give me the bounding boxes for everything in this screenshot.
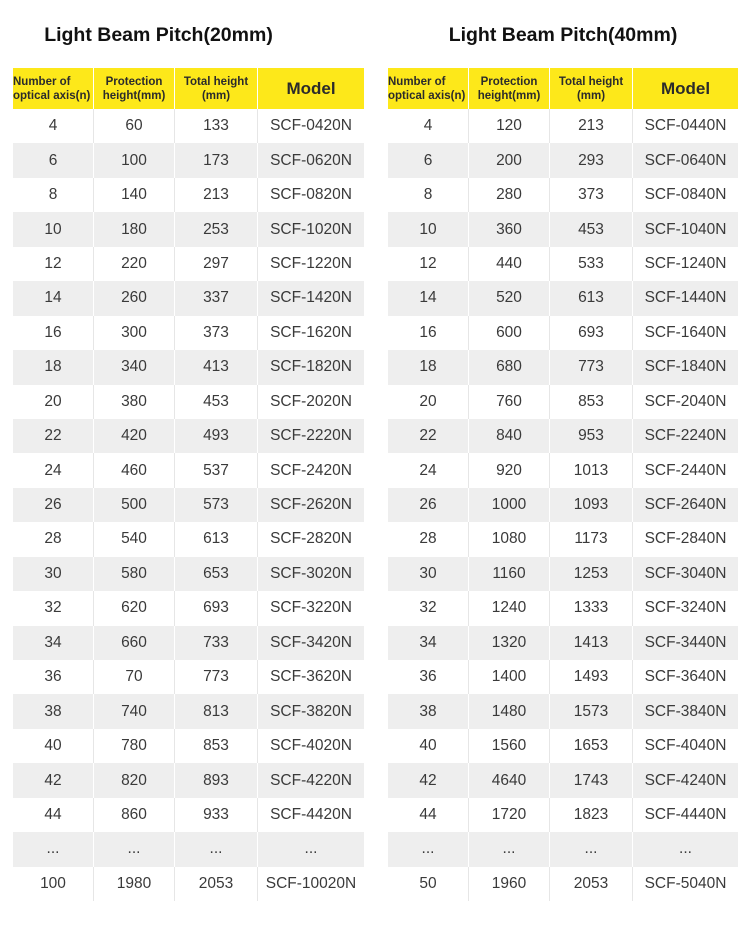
cell-axis-count: 18 <box>13 350 94 384</box>
cell-model: SCF-4440N <box>633 798 739 832</box>
header-axis-count <box>388 68 469 109</box>
cell-total-height: 453 <box>175 385 258 419</box>
table-row <box>388 591 738 625</box>
cell-protection-height: 500 <box>94 488 175 522</box>
cell-total-height: 493 <box>175 419 258 453</box>
cell-protection-height: 860 <box>94 798 175 832</box>
table-row <box>13 694 364 728</box>
cell-protection-height: 780 <box>94 729 175 763</box>
cell-total-height: 1743 <box>550 763 633 797</box>
table-row <box>13 763 364 797</box>
table-row <box>13 867 364 901</box>
cell-axis-count: 20 <box>388 385 469 419</box>
table-row <box>388 660 738 694</box>
cell-protection-height: 740 <box>94 694 175 728</box>
table-row <box>388 178 738 212</box>
cell-model: SCF-4220N <box>258 763 365 797</box>
cell-axis-count: 22 <box>13 419 94 453</box>
header-line: Protection <box>105 75 163 88</box>
header-total-height <box>175 68 258 109</box>
cell-axis-count: 26 <box>388 488 469 522</box>
table-row <box>13 488 364 522</box>
cell-axis-count: 8 <box>388 178 469 212</box>
cell-protection-height: 60 <box>94 109 175 143</box>
cell-axis-count: 28 <box>13 522 94 556</box>
cell-total-height: 693 <box>175 591 258 625</box>
cell-total-height: 1173 <box>550 522 633 556</box>
header-protection-height <box>94 68 175 109</box>
cell-protection-height: 1320 <box>469 626 550 660</box>
cell-model: SCF-4240N <box>633 763 739 797</box>
cell-axis-count: 32 <box>388 591 469 625</box>
cell-total-height: 373 <box>175 316 258 350</box>
cell-total-height: 2053 <box>550 867 633 901</box>
cell-model: SCF-3840N <box>633 694 739 728</box>
cell-total-height: 453 <box>550 212 633 246</box>
table-body <box>13 109 364 901</box>
cell-model: SCF-3240N <box>633 591 739 625</box>
cell-protection-height: 360 <box>469 212 550 246</box>
cell-protection-height: 120 <box>469 109 550 143</box>
cell-axis-count: 44 <box>388 798 469 832</box>
cell-total-height: 733 <box>175 626 258 660</box>
table-row <box>13 419 364 453</box>
cell-axis-count: 8 <box>13 178 94 212</box>
cell-axis-count: 40 <box>388 729 469 763</box>
cell-total-height: 533 <box>550 247 633 281</box>
cell-model: SCF-2020N <box>258 385 365 419</box>
header-line: Protection <box>480 75 538 88</box>
cell-axis-count: 22 <box>388 419 469 453</box>
cell-total-height: 773 <box>175 660 258 694</box>
cell-protection-height: 180 <box>94 212 175 246</box>
cell-model: SCF-1440N <box>633 281 739 315</box>
cell-model: SCF-2640N <box>633 488 739 522</box>
table-row <box>13 247 364 281</box>
cell-model: SCF-0840N <box>633 178 739 212</box>
cell-total-height: ... <box>175 832 258 866</box>
cell-model: SCF-2220N <box>258 419 365 453</box>
cell-total-height: 1093 <box>550 488 633 522</box>
cell-protection-height: 1400 <box>469 660 550 694</box>
header-line: Number of <box>388 75 446 88</box>
cell-total-height: 1493 <box>550 660 633 694</box>
cell-axis-count: 38 <box>13 694 94 728</box>
cell-protection-height: 220 <box>94 247 175 281</box>
header-protection-height <box>469 68 550 109</box>
cell-protection-height: 1720 <box>469 798 550 832</box>
cell-model: SCF-1840N <box>633 350 739 384</box>
cell-total-height: 1253 <box>550 557 633 591</box>
table-row <box>388 867 738 901</box>
header-line: optical axis(n) <box>13 89 91 102</box>
cell-model: SCF-1820N <box>258 350 365 384</box>
table-row <box>388 798 738 832</box>
cell-model: SCF-1640N <box>633 316 739 350</box>
cell-model: SCF-2820N <box>258 522 365 556</box>
cell-model: SCF-1040N <box>633 212 739 246</box>
table-row <box>388 212 738 246</box>
cell-total-height: 573 <box>175 488 258 522</box>
cell-axis-count: 26 <box>13 488 94 522</box>
table-row <box>388 626 738 660</box>
table-row <box>388 350 738 384</box>
cell-protection-height: 1240 <box>469 591 550 625</box>
cell-total-height: 173 <box>175 143 258 177</box>
table-row <box>388 522 738 556</box>
cell-model: SCF-2240N <box>633 419 739 453</box>
cell-axis-count: 40 <box>13 729 94 763</box>
cell-total-height: 1653 <box>550 729 633 763</box>
cell-protection-height: 920 <box>469 453 550 487</box>
cell-axis-count: 14 <box>388 281 469 315</box>
cell-axis-count: 100 <box>13 867 94 901</box>
cell-protection-height: 340 <box>94 350 175 384</box>
cell-protection-height: 300 <box>94 316 175 350</box>
cell-protection-height: 540 <box>94 522 175 556</box>
cell-protection-height: 1000 <box>469 488 550 522</box>
table-row <box>13 660 364 694</box>
cell-axis-count: 12 <box>388 247 469 281</box>
cell-model: SCF-3620N <box>258 660 365 694</box>
cell-total-height: 213 <box>550 109 633 143</box>
cell-total-height: 1413 <box>550 626 633 660</box>
cell-protection-height: ... <box>94 832 175 866</box>
cell-model: SCF-2420N <box>258 453 365 487</box>
cell-axis-count: 24 <box>13 453 94 487</box>
cell-axis-count: 42 <box>13 763 94 797</box>
cell-model: SCF-4040N <box>633 729 739 763</box>
cell-model: SCF-3020N <box>258 557 365 591</box>
cell-axis-count: ... <box>388 832 469 866</box>
cell-total-height: 413 <box>175 350 258 384</box>
cell-protection-height: 1980 <box>94 867 175 901</box>
cell-protection-height: 140 <box>94 178 175 212</box>
cell-axis-count: 32 <box>13 591 94 625</box>
cell-model: SCF-3220N <box>258 591 365 625</box>
cell-total-height: 213 <box>175 178 258 212</box>
cell-protection-height: 260 <box>94 281 175 315</box>
cell-axis-count: 36 <box>388 660 469 694</box>
cell-axis-count: 18 <box>388 350 469 384</box>
table-row <box>388 109 738 143</box>
cell-model: SCF-2840N <box>633 522 739 556</box>
cell-model: SCF-4020N <box>258 729 365 763</box>
cell-protection-height: 660 <box>94 626 175 660</box>
header-total-height <box>550 68 633 109</box>
table-row <box>13 212 364 246</box>
table-row <box>13 178 364 212</box>
cell-model: SCF-2620N <box>258 488 365 522</box>
cell-model: SCF-1020N <box>258 212 365 246</box>
cell-total-height: 133 <box>175 109 258 143</box>
cell-total-height: 373 <box>550 178 633 212</box>
cell-total-height: 1333 <box>550 591 633 625</box>
cell-total-height: 1013 <box>550 453 633 487</box>
cell-axis-count: 16 <box>13 316 94 350</box>
cell-model: SCF-5040N <box>633 867 739 901</box>
table-row <box>13 143 364 177</box>
cell-protection-height: 70 <box>94 660 175 694</box>
table-row <box>13 281 364 315</box>
header-line: Total height <box>183 75 249 88</box>
table-row <box>13 350 364 384</box>
cell-axis-count: 38 <box>388 694 469 728</box>
cell-axis-count: 4 <box>13 109 94 143</box>
cell-protection-height: 1160 <box>469 557 550 591</box>
cell-axis-count: 10 <box>388 212 469 246</box>
cell-protection-height: 4640 <box>469 763 550 797</box>
header-axis-count <box>13 68 94 109</box>
table-row <box>13 729 364 763</box>
cell-model: SCF-0440N <box>633 109 739 143</box>
cell-total-height: 773 <box>550 350 633 384</box>
spec-table <box>388 68 738 901</box>
table-row <box>13 626 364 660</box>
cell-axis-count: 20 <box>13 385 94 419</box>
cell-total-height: 253 <box>175 212 258 246</box>
header-model: Model <box>258 68 365 109</box>
cell-total-height: 853 <box>550 385 633 419</box>
cell-model: SCF-3640N <box>633 660 739 694</box>
table-row <box>388 419 738 453</box>
cell-axis-count: 30 <box>13 557 94 591</box>
cell-model: SCF-2440N <box>633 453 739 487</box>
cell-model: SCF-1220N <box>258 247 365 281</box>
table-row <box>388 385 738 419</box>
cell-model: SCF-1240N <box>633 247 739 281</box>
cell-axis-count: 50 <box>388 867 469 901</box>
cell-model: ... <box>258 832 365 866</box>
header-model: Model <box>633 68 739 109</box>
cell-total-height: 293 <box>550 143 633 177</box>
cell-axis-count: 4 <box>388 109 469 143</box>
table-row <box>388 143 738 177</box>
cell-total-height: 613 <box>550 281 633 315</box>
cell-axis-count: 34 <box>13 626 94 660</box>
table-row <box>388 247 738 281</box>
cell-model: SCF-0820N <box>258 178 365 212</box>
cell-total-height: 1573 <box>550 694 633 728</box>
table-row <box>13 832 364 866</box>
cell-protection-height: 100 <box>94 143 175 177</box>
cell-total-height: 613 <box>175 522 258 556</box>
table-header-row <box>13 68 364 109</box>
cell-protection-height: 580 <box>94 557 175 591</box>
cell-axis-count: 42 <box>388 763 469 797</box>
cell-protection-height: 820 <box>94 763 175 797</box>
cell-protection-height: 620 <box>94 591 175 625</box>
cell-model: SCF-3040N <box>633 557 739 591</box>
cell-axis-count: 24 <box>388 453 469 487</box>
cell-protection-height: 680 <box>469 350 550 384</box>
cell-protection-height: 520 <box>469 281 550 315</box>
cell-model: SCF-2040N <box>633 385 739 419</box>
cell-total-height: 653 <box>175 557 258 591</box>
cell-protection-height: 1480 <box>469 694 550 728</box>
cell-protection-height: 200 <box>469 143 550 177</box>
table-title: Light Beam Pitch(40mm) <box>448 24 678 46</box>
cell-total-height: 297 <box>175 247 258 281</box>
table-header-row <box>388 68 738 109</box>
table-row <box>388 763 738 797</box>
cell-axis-count: 36 <box>13 660 94 694</box>
cell-model: SCF-0420N <box>258 109 365 143</box>
cell-total-height: ... <box>550 832 633 866</box>
cell-total-height: 537 <box>175 453 258 487</box>
table-row <box>13 385 364 419</box>
cell-model: SCF-3820N <box>258 694 365 728</box>
cell-model: SCF-3420N <box>258 626 365 660</box>
cell-model: SCF-3440N <box>633 626 739 660</box>
header-line: Total height <box>558 75 624 88</box>
cell-total-height: 813 <box>175 694 258 728</box>
cell-model: ... <box>633 832 739 866</box>
cell-model: SCF-10020N <box>258 867 365 901</box>
cell-protection-height: 600 <box>469 316 550 350</box>
header-line: Number of <box>13 75 71 88</box>
table-row <box>388 557 738 591</box>
cell-protection-height: 1080 <box>469 522 550 556</box>
cell-total-height: 953 <box>550 419 633 453</box>
table-body <box>388 109 738 901</box>
cell-axis-count: 10 <box>13 212 94 246</box>
header-line: (mm) <box>201 89 231 102</box>
header-line: (mm) <box>576 89 606 102</box>
cell-protection-height: 1560 <box>469 729 550 763</box>
table-row <box>13 109 364 143</box>
cell-axis-count: 14 <box>13 281 94 315</box>
cell-protection-height: ... <box>469 832 550 866</box>
cell-model: SCF-0640N <box>633 143 739 177</box>
cell-model: SCF-1420N <box>258 281 365 315</box>
cell-protection-height: 440 <box>469 247 550 281</box>
table-row <box>13 798 364 832</box>
cell-axis-count: 44 <box>13 798 94 832</box>
cell-axis-count: 16 <box>388 316 469 350</box>
table-row <box>388 316 738 350</box>
cell-protection-height: 760 <box>469 385 550 419</box>
table-row <box>388 729 738 763</box>
cell-total-height: 853 <box>175 729 258 763</box>
cell-total-height: 893 <box>175 763 258 797</box>
cell-protection-height: 380 <box>94 385 175 419</box>
table-row <box>388 488 738 522</box>
table-row <box>388 453 738 487</box>
cell-axis-count: 28 <box>388 522 469 556</box>
table-row <box>13 591 364 625</box>
cell-axis-count: 12 <box>13 247 94 281</box>
table-title: Light Beam Pitch(20mm) <box>44 24 273 46</box>
cell-total-height: 1823 <box>550 798 633 832</box>
table-row <box>13 557 364 591</box>
cell-total-height: 337 <box>175 281 258 315</box>
header-line: optical axis(n) <box>388 89 466 102</box>
cell-protection-height: 420 <box>94 419 175 453</box>
cell-total-height: 693 <box>550 316 633 350</box>
cell-axis-count: 30 <box>388 557 469 591</box>
cell-protection-height: 840 <box>469 419 550 453</box>
cell-axis-count: 6 <box>13 143 94 177</box>
cell-protection-height: 280 <box>469 178 550 212</box>
table-row <box>388 281 738 315</box>
cell-model: SCF-1620N <box>258 316 365 350</box>
cell-protection-height: 460 <box>94 453 175 487</box>
cell-axis-count: 34 <box>388 626 469 660</box>
spec-table <box>13 68 364 901</box>
table-row <box>388 832 738 866</box>
cell-protection-height: 1960 <box>469 867 550 901</box>
table-row <box>13 316 364 350</box>
table-row <box>388 694 738 728</box>
cell-axis-count: ... <box>13 832 94 866</box>
cell-total-height: 933 <box>175 798 258 832</box>
cell-model: SCF-0620N <box>258 143 365 177</box>
table-row <box>13 453 364 487</box>
table-row <box>13 522 364 556</box>
cell-model: SCF-4420N <box>258 798 365 832</box>
cell-total-height: 2053 <box>175 867 258 901</box>
header-line: height(mm) <box>102 89 166 102</box>
header-line: height(mm) <box>477 89 541 102</box>
cell-axis-count: 6 <box>388 143 469 177</box>
